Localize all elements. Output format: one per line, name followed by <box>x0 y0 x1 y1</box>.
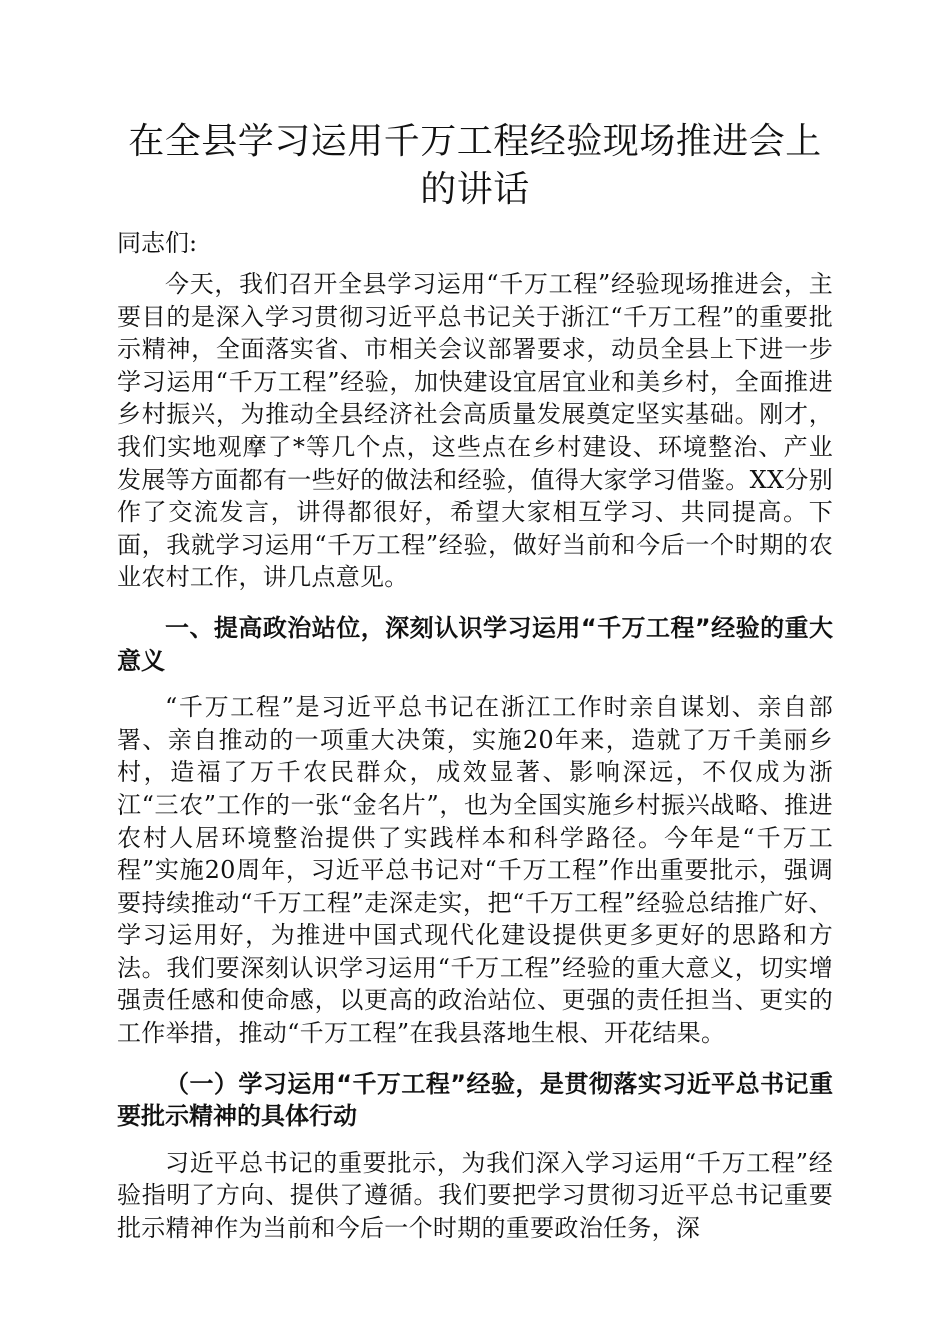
document-body <box>117 226 833 1245</box>
paragraph-subsection-1: 习近平总书记的重要批示，为我们深入学习运用“千万工程”经验指明了方向、提供了遵循。我们要把学习贯彻习近平总书记重要批示精神作为当前和今后一个时期的重要政治任务，深 <box>117 1148 833 1243</box>
paragraph-section-1: “千万工程”是习近平总书记在浙江工作时亲自谋划、亲自部署、亲自推动的一项重大决策，实施20年来，造就了万千美丽乡村，造福了万千农民群众，成效显著、影响深远，不仅成为浙江“三农”工作的一张“金名片”，也为全国实施乡村振兴战略、推进农村人居环境整治提供了实践样本和科学路径。今年是“千万工程”实施20周年，习近平总书记对“千万工程”作出重要批示，强调要持续推动“千万工程”走深走实，把“千万工程”经验总结推广好、学习运用好，为推进中国式现代化建设提供更多更好的思路和方法。我们要深刻认识学习运用“千万工程”经验的重大意义，切实增强责任感和使命感，以更高的政治站位、更强的责任担当、更实的工作举措，推动“千万工程”在我县落地生根、开花结果。 <box>117 693 833 1048</box>
subsection-heading-1: （一）学习运用“千万工程”经验，是贯彻落实习近平总书记重要批示精神的具体行动 <box>117 1069 833 1131</box>
section-heading-1: 一、提高政治站位，深刻认识学习运用“千万工程”经验的重大意义 <box>117 613 833 675</box>
document-title: 在全县学习运用千万工程经验现场推进会上的讲话 <box>128 121 822 210</box>
paragraph-intro: 今天，我们召开全县学习运用“千万工程”经验现场推进会，主要目的是深入学习贯彻习近平总书记关于浙江“千万工程”的重要批示精神，全面落实省、市相关会议部署要求，动员全县上下进一步学习运用“千万工程”经验，加快建设宜居宜业和美乡村，全面推进乡村振兴，为推动全县经济社会高质量发展奠定坚实基础。刚才，我们实地观摩了*等几个点，这些点在乡村建设、环境整治、产业发展等方面都有一些好的做法和经验，值得大家学习借鉴。XX分别作了交流发言，讲得都很好，希望大家相互学习、共同提高。下面，我就学习运用“千万工程”经验，做好当前和今后一个时期的农业农村工作，讲几点意见。 <box>117 270 833 592</box>
salutation: 同志们: <box>117 229 198 257</box>
